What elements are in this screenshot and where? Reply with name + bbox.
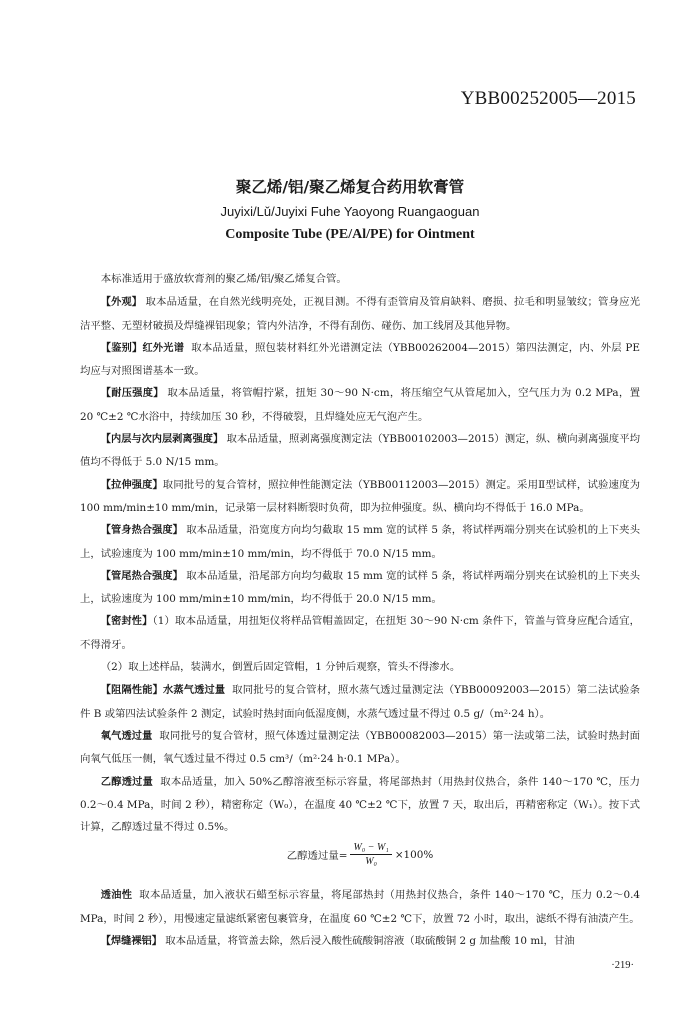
paragraph-label: 【外观】 (100, 297, 143, 309)
formula-numerator: W₀ − W₁ (350, 842, 391, 855)
paragraph-text: 取本品适量，沿尾部方向均匀截取 15 mm 宽的试样 5 条，将试样两端分别夹在试验机的上下夹头上，试验速度为 100 mm/min±10 mm/min，均不得低于 20.0 N/15 mm。 (80, 569, 640, 606)
formula-fraction (350, 842, 391, 867)
paragraph-text: 取本品适量，将管帽拧紧，扭矩 30～90 N·cm，将压缩空气从管尾加入，空气压力为 0.2 MPa，置 20 ℃±2 ℃水浴中，持续加压 30 秒，不得破裂，且焊缝处应无气泡产生。 (80, 387, 641, 423)
paragraph (80, 382, 640, 428)
paragraph (80, 268, 640, 291)
title-english: Composite Tube (PE/Al/PE) for Ointment (225, 227, 475, 242)
paragraph (80, 610, 640, 656)
paragraph-label: 【焊缝裸铝】 (100, 936, 162, 948)
ethanol-permeation-formula (80, 842, 640, 876)
page-number: ·219· (611, 960, 634, 971)
paragraph-text: 取本品适量，照剥离强度测定法（YBB00102003—2015）测定，纵、横向剥离强度平均值均不得低于 5.0 N/15 mm。 (80, 433, 641, 469)
paragraph (80, 474, 640, 520)
paragraph-label: 【内层与次内层剥离强度】 (100, 434, 224, 446)
paragraph-text: （2）取上述样品，装满水，倒置后固定管帽，1 分钟后观察，管头不得渗水。 (100, 661, 461, 674)
paragraph-label: 【耐压强度】 (100, 388, 164, 400)
document-body (80, 268, 640, 953)
paragraph (80, 930, 640, 953)
paragraph (80, 725, 640, 771)
paragraph-text: 取本品适量，加入液状石蜡至标示容量，将尾部热封（用热封仪热合，条件 140～170 ℃，压力 0.2～0.4 MPa，时间 2 秒），用慢速定量滤纸紧密包裹管身，在温度 60 ℃±2 ℃下，放置 72 小时，取出，滤纸不得有油渍产生。 (80, 889, 641, 925)
title-chinese: 聚乙烯/铝/聚乙烯复合药用软膏管 (235, 178, 465, 196)
paragraph-text: 本标准适用于盛放软膏剂的聚乙烯/铝/聚乙烯复合管。 (100, 273, 347, 285)
paragraph-text: 取本品适量，沿宽度方向均匀截取 15 mm 宽的试样 5 条，将试样两端分别夹在试验机的上下夹头上，试验速度为 100 mm/min±10 mm/min，均不得低于 70.0 N/15 mm。 (80, 524, 640, 560)
paragraph (80, 884, 640, 930)
formula-denominator: W₀ (365, 856, 378, 868)
paragraph-label: 【密封性】 (100, 616, 153, 628)
paragraph-text: 取同批号的复合管材，照水蒸气透过量测定法（YBB00092003—2015）第二法试验条件 B 或第四法试验条件 2 测定，试验时热封面向低湿度侧，水蒸气透过量不得过 0.5 g/（m²·24 h）。 (80, 684, 640, 720)
paragraph (80, 291, 640, 337)
paragraph-label: 氧气透过量 (100, 730, 153, 742)
paragraph-text: （1）取本品适量，用扭矩仪将样品管帽盖固定，在扭矩 30～90 N·cm 条件下，管盖与管身应配合适宜，不得滑牙。 (80, 615, 641, 651)
paragraph-text: 取本品适量，将管盖去除，然后浸入酸性硫酸铜溶液（取硫酸铜 2 g 加盐酸 10 ml，甘油 (165, 935, 575, 948)
formula-rhs: ×100% (394, 848, 434, 861)
paragraph-label: 透油性 (100, 890, 133, 902)
paragraph-label: 【阻隔性能】水蒸气透过量 (100, 685, 226, 697)
standard-number: YBB00252005—2015 (460, 88, 636, 109)
paragraph (80, 519, 640, 565)
paragraph-label: 【拉伸强度】 (100, 479, 163, 491)
paragraph-text: 取本品适量，照包装材料红外光谱测定法（YBB00262004—2015）第四法测定，内、外层 PE 均应与对照图谱基本一致。 (80, 341, 641, 378)
formula-lhs: 乙醇透过量= (286, 850, 348, 863)
paragraph (80, 679, 640, 725)
title-pinyin: Juyixi/Lǔ/Juyixi Fuhe Yaoyong Ruangaoguan (220, 204, 480, 219)
paragraph (80, 565, 640, 611)
paragraph-text: 取本品适量，加入 50%乙醇溶液至标示容量，将尾部热封（用热封仪热合，条件 140～170 ℃，压力 0.2～0.4 MPa，时间 2 秒），精密称定（W₀），在温度 40 ℃±2 ℃下，放置 7 天，取出后，再精密称定（W₁）。按下式计算，乙醇透过量不得过 0.5%。 (80, 775, 641, 834)
paragraph (80, 771, 640, 839)
paragraph-label: 乙醇透过量 (100, 776, 154, 788)
paragraph (80, 656, 640, 679)
paragraph-text: 取本品适量，在自然光线明亮处，正视目测。不得有歪管肩及管肩缺料、磨损、拉毛和明显皱纹；管身应光洁平整、无塑材破损及焊缝裸铝现象；管内外洁净，不得有刮伤、碰伤、加工线屑及其他异物。 (80, 296, 641, 332)
paragraph-text: 取同批号的复合管材，照气体透过量测定法（YBB00082003—2015）第一法或第二法，试验时热封面向氧气低压一侧，氧气透过量不得过 0.5 cm³/（m²·24 h·0.1 MPa）。 (80, 729, 640, 766)
paragraph (80, 428, 640, 474)
paragraph (80, 337, 640, 383)
paragraph-label: 【管身热合强度】 (100, 525, 183, 537)
paragraph-label: 【鉴别】红外光谱 (100, 342, 185, 354)
paragraph-text: 取同批号的复合管材，照拉伸性能测定法（YBB00112003—2015）测定。采用Ⅱ型试样，试验速度为 100 mm/min±10 mm/min，记录第一层材料断裂时负荷，即为拉伸强度。纵、横向均不得低于 16.0 MPa。 (80, 478, 640, 514)
paragraph-label: 【管尾热合强度】 (100, 570, 183, 582)
